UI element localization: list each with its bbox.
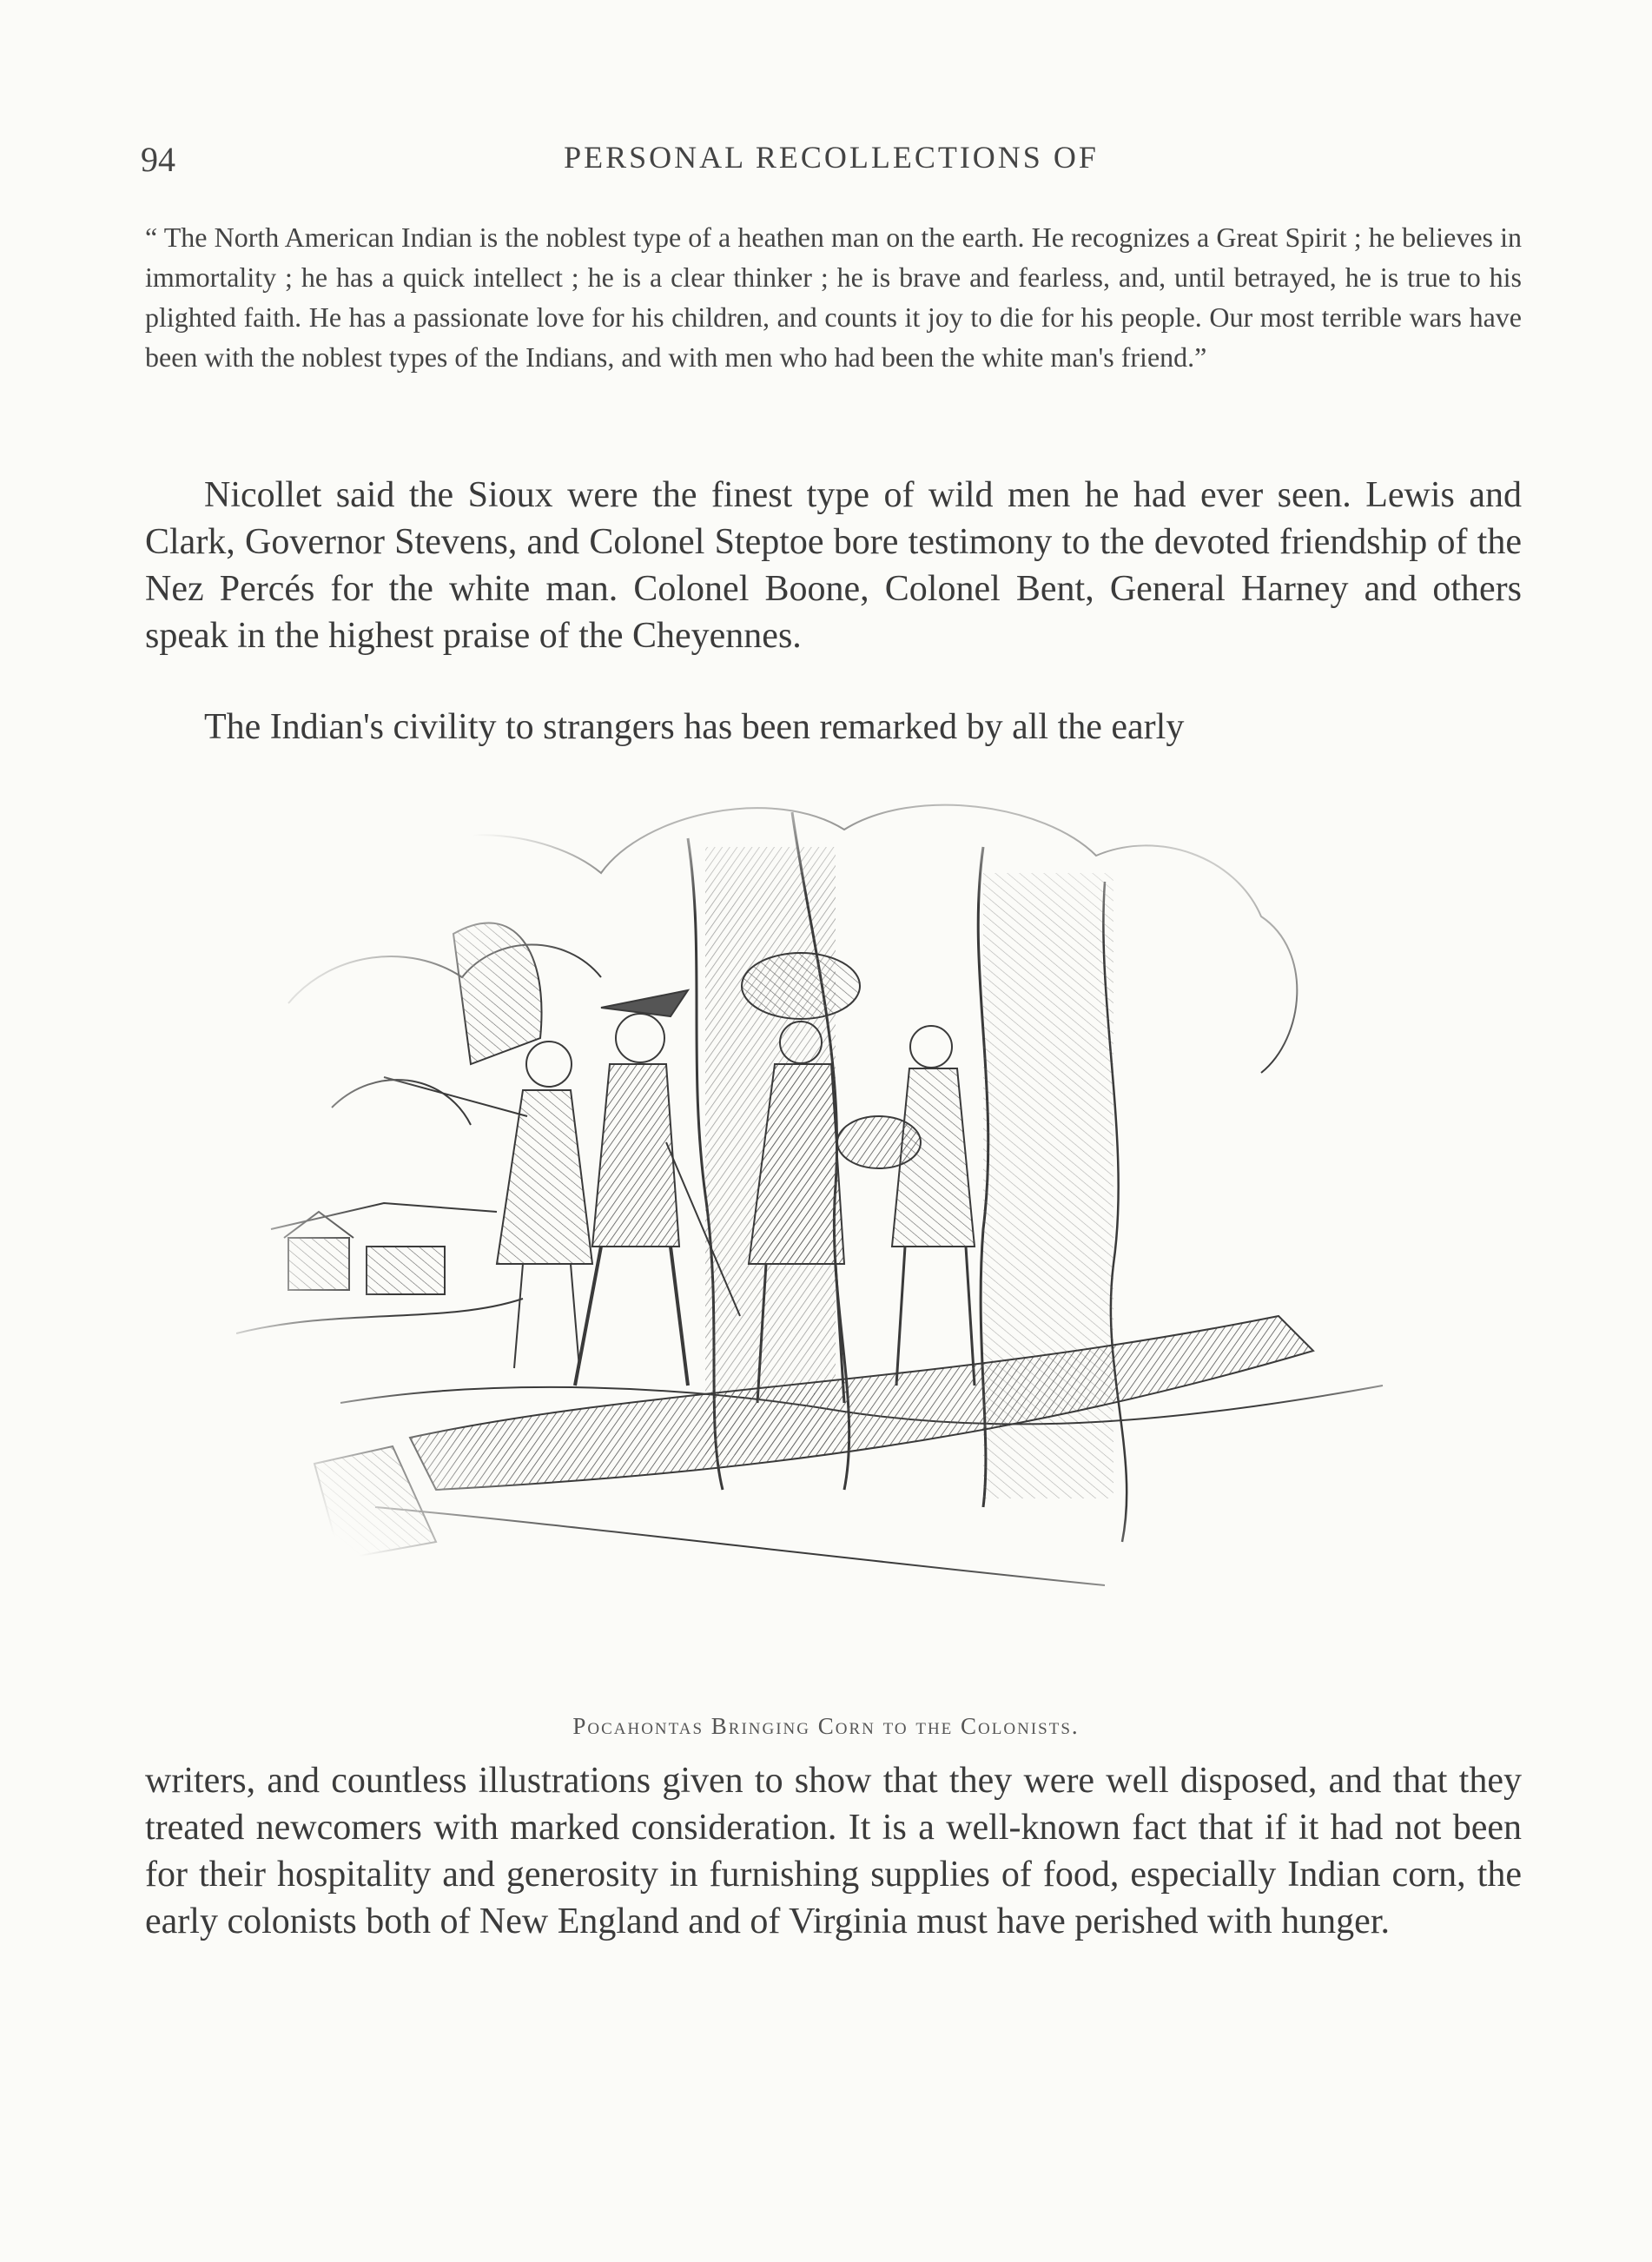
- paragraph-1-text: Nicollet said the Sioux were the finest type of wild men he had ever seen. Lewis and Clark, Governor Stevens, and Colonel Steptoe bore testimony to the devoted friendship of the Nez Percés for the white man. Colonel Boone, Colonel Bent, General Harney and others speak in the highest praise of the Cheyennes.: [145, 475, 1522, 656]
- engraving-illustration: [236, 777, 1480, 1646]
- page-header: [141, 139, 1522, 182]
- page-number: 94: [141, 140, 175, 179]
- paragraph-2: [145, 704, 1522, 751]
- paragraph-1: [145, 472, 1522, 659]
- illustration-caption: Pocahontas Bringing Corn to the Colonists.: [572, 1713, 1080, 1739]
- paragraph-3-text: writers, and countless illustrations given to show that they were well disposed, and that they treated newcomers with marked consideration. It is a well-known fact that if it had not been for their hospitality and generosity in furnishing supplies of food, especially Indian corn, the early colonists both of New England and of Virginia must have perished with hunger.: [145, 1761, 1522, 1941]
- paragraph-3: [145, 1757, 1522, 1945]
- block-quote: “ The North American Indian is the noblest type of a heathen man on the earth. He recognizes a Great Spirit ; he believes in immortality ; he has a quick intellect ; he is a clear thinker ; he is brave and fearless, and, until betrayed, he is true to his plighted faith. He has a passionate love for his children, and counts it joy to die for his people. Our most terrible wars have been with the noblest types of the Indians, and with men who had been the white man's friend.”: [145, 222, 1522, 373]
- running-head: PERSONAL RECOLLECTIONS OF: [564, 140, 1099, 175]
- paragraph-2-text: The Indian's civility to strangers has been remarked by all the early: [204, 707, 1185, 747]
